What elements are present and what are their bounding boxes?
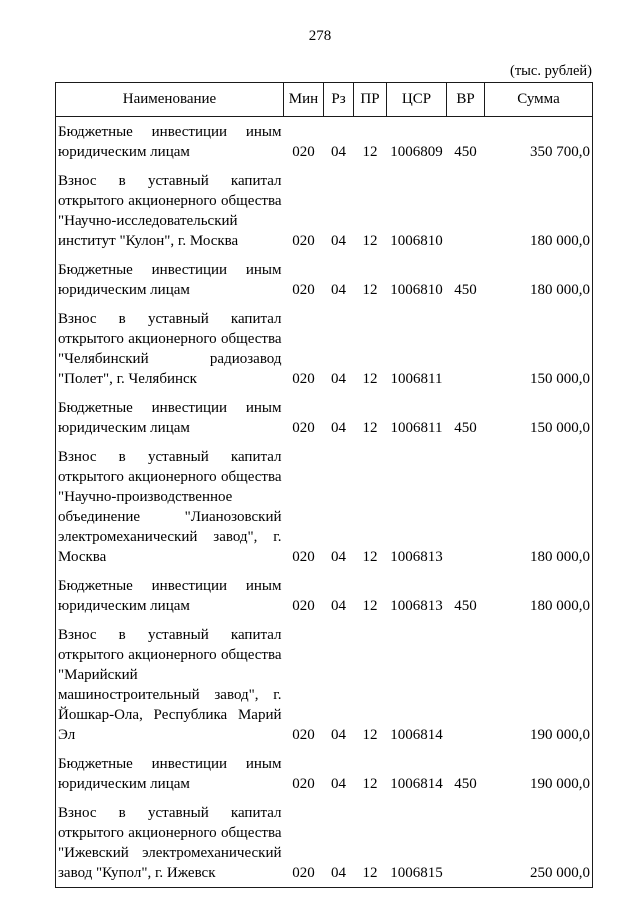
- cell-rz: 04: [331, 282, 346, 298]
- cell-vr: [447, 166, 485, 255]
- cell-vr: [447, 442, 485, 571]
- cell-csr: 1006811: [390, 371, 443, 387]
- cell-pr: 12: [362, 727, 378, 743]
- cell-csr: 1006815: [390, 865, 443, 881]
- cell-rz: 04: [331, 776, 346, 792]
- cell-vr: [447, 620, 485, 749]
- cell-csr: 1006811: [390, 420, 443, 436]
- cell-rz: 04: [331, 727, 346, 743]
- cell-min: 020: [292, 598, 315, 614]
- cell-sum: 150 000,0: [530, 420, 590, 436]
- page-number: 278: [308, 28, 332, 44]
- header-min: Мин: [284, 83, 324, 117]
- table-row: [56, 255, 593, 304]
- cell-sum: 180 000,0: [530, 598, 590, 614]
- cell-csr: 1006810: [390, 233, 443, 249]
- cell-name: Бюджетные инвестиции иным юридическим лицам: [58, 262, 282, 298]
- cell-pr: 12: [362, 233, 378, 249]
- cell-rz: 04: [331, 420, 346, 436]
- header-sum: Сумма: [485, 83, 593, 117]
- header-rz: Рз: [324, 83, 354, 117]
- table-row: [56, 442, 593, 571]
- cell-rz: 04: [331, 233, 346, 249]
- cell-min: 020: [292, 727, 315, 743]
- cell-sum: 190 000,0: [530, 776, 590, 792]
- header-name: Наименование: [56, 83, 284, 117]
- cell-csr: 1006813: [390, 598, 443, 614]
- budget-table: [55, 82, 593, 888]
- table-row: [56, 571, 593, 620]
- cell-sum: 190 000,0: [530, 727, 590, 743]
- cell-name: Бюджетные инвестиции иным юридическим лицам: [58, 124, 282, 160]
- units-note: (тыс. рублей): [510, 63, 592, 79]
- cell-vr: [447, 304, 485, 393]
- table-row: [56, 304, 593, 393]
- table-row: [56, 117, 593, 167]
- header-vr: ВР: [447, 83, 485, 117]
- cell-csr: 1006813: [390, 549, 443, 565]
- cell-csr: 1006810: [390, 282, 443, 298]
- header-csr: ЦСР: [387, 83, 447, 117]
- cell-name: Бюджетные инвестиции иным юридическим лицам: [58, 578, 282, 614]
- cell-pr: 12: [362, 598, 378, 614]
- cell-name: Взнос в уставный капитал открытого акционерного общества "Марийский машиностроительный завод", г. Йошкар-Ола, Республика Марий Эл: [58, 627, 282, 743]
- cell-sum: 350 700,0: [530, 144, 590, 160]
- cell-name: Взнос в уставный капитал открытого акционерного общества "Научно-исследовательский институт "Кулон", г. Москва: [58, 173, 282, 249]
- cell-csr: 1006814: [390, 727, 443, 743]
- table-row: [56, 166, 593, 255]
- cell-sum: 250 000,0: [530, 865, 590, 881]
- cell-vr: 450: [454, 144, 477, 160]
- cell-pr: 12: [362, 371, 378, 387]
- cell-csr: 1006809: [390, 144, 443, 160]
- cell-min: 020: [292, 776, 315, 792]
- table-body: [56, 117, 593, 888]
- cell-vr: 450: [454, 598, 477, 614]
- cell-vr: 450: [454, 420, 477, 436]
- cell-sum: 180 000,0: [530, 233, 590, 249]
- cell-name: Взнос в уставный капитал открытого акционерного общества "Ижевский электромеханический завод "Купол", г. Ижевск: [58, 805, 282, 881]
- cell-pr: 12: [362, 282, 378, 298]
- header-pr: ПР: [354, 83, 387, 117]
- cell-pr: 12: [362, 144, 378, 160]
- table-row: [56, 620, 593, 749]
- cell-sum: 180 000,0: [530, 282, 590, 298]
- table-header-row: [56, 83, 593, 117]
- cell-vr: 450: [454, 282, 477, 298]
- cell-min: 020: [292, 233, 315, 249]
- cell-csr: 1006814: [390, 776, 443, 792]
- cell-min: 020: [292, 144, 315, 160]
- cell-min: 020: [292, 282, 315, 298]
- cell-name: Бюджетные инвестиции иным юридическим лицам: [58, 756, 282, 792]
- table-row: [56, 393, 593, 442]
- cell-min: 020: [292, 420, 315, 436]
- table-row: [56, 798, 593, 888]
- cell-name: Взнос в уставный капитал открытого акционерного общества "Научно-производственное объединение "Лианозовский электромеханический завод", г. Москва: [58, 449, 282, 565]
- cell-vr: [447, 798, 485, 888]
- cell-vr: 450: [454, 776, 477, 792]
- table-row: [56, 749, 593, 798]
- cell-min: 020: [292, 371, 315, 387]
- cell-rz: 04: [331, 865, 346, 881]
- cell-min: 020: [292, 865, 315, 881]
- cell-rz: 04: [331, 549, 346, 565]
- cell-rz: 04: [331, 144, 346, 160]
- cell-pr: 12: [362, 549, 378, 565]
- cell-pr: 12: [362, 865, 378, 881]
- cell-pr: 12: [362, 420, 378, 436]
- table-header: [56, 83, 593, 117]
- cell-rz: 04: [331, 371, 346, 387]
- cell-name: Бюджетные инвестиции иным юридическим лицам: [58, 400, 282, 436]
- cell-name: Взнос в уставный капитал открытого акционерного общества "Челябинский радиозавод "Полет", г. Челябинск: [58, 311, 282, 387]
- cell-pr: 12: [362, 776, 378, 792]
- cell-sum: 180 000,0: [530, 549, 590, 565]
- cell-rz: 04: [331, 598, 346, 614]
- cell-sum: 150 000,0: [530, 371, 590, 387]
- cell-min: 020: [292, 549, 315, 565]
